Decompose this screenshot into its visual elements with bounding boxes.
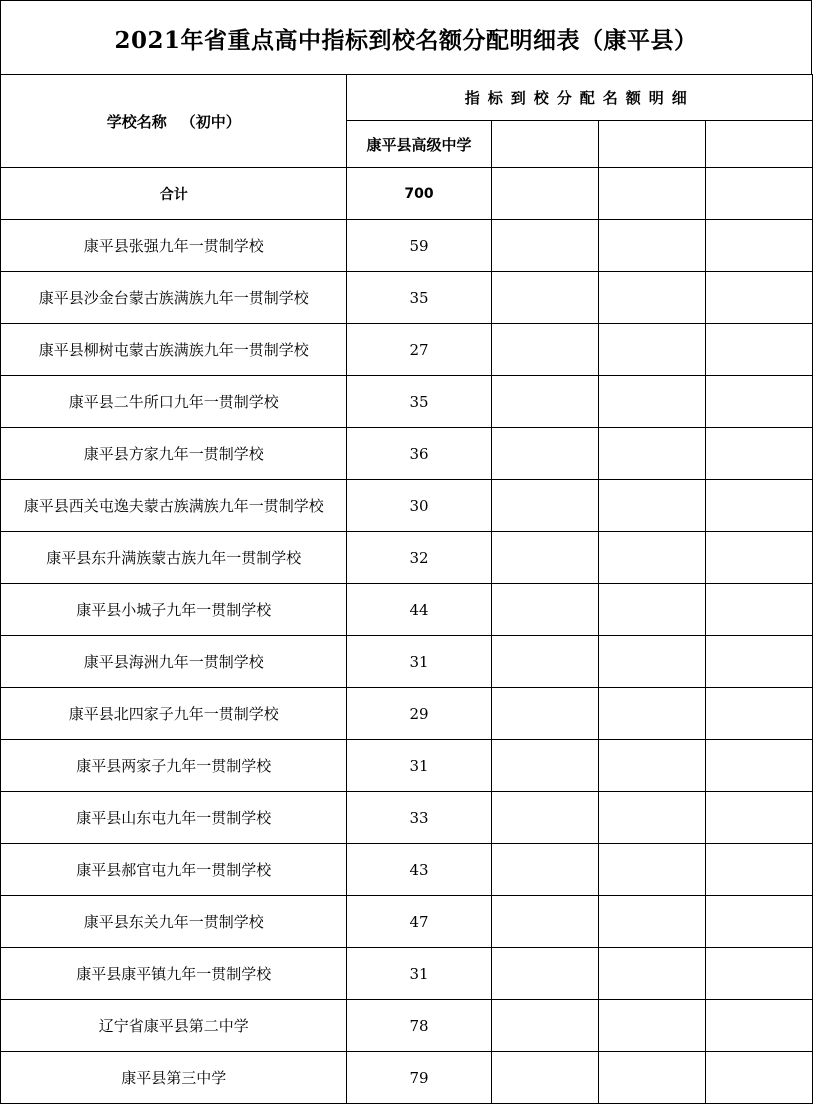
empty-cell — [705, 636, 812, 688]
empty-cell — [705, 376, 812, 428]
quota-value-cell: 31 — [347, 948, 491, 1000]
empty-cell — [491, 636, 598, 688]
quota-value-cell: 47 — [347, 896, 491, 948]
total-row — [1, 168, 813, 220]
table-row — [1, 844, 813, 896]
empty-cell — [598, 792, 705, 844]
quota-value-cell: 29 — [347, 688, 491, 740]
header-row-1 — [1, 75, 813, 121]
empty-cell — [705, 844, 812, 896]
empty-cell — [491, 896, 598, 948]
empty-cell — [598, 688, 705, 740]
empty-cell — [705, 428, 812, 480]
quota-value-cell: 44 — [347, 584, 491, 636]
empty-cell — [705, 1052, 812, 1104]
empty-cell — [491, 584, 598, 636]
empty-cell — [598, 1052, 705, 1104]
empty-cell — [705, 480, 812, 532]
school-name-cell: 康平县柳树屯蒙古族满族九年一贯制学校 — [1, 324, 347, 376]
empty-cell — [598, 532, 705, 584]
empty-cell — [491, 168, 598, 220]
empty-cell — [491, 1052, 598, 1104]
table-row — [1, 740, 813, 792]
table-row — [1, 792, 813, 844]
empty-cell — [491, 220, 598, 272]
school-name-cell: 辽宁省康平县第二中学 — [1, 1000, 347, 1052]
table-row — [1, 1052, 813, 1104]
empty-cell — [705, 272, 812, 324]
table-row — [1, 896, 813, 948]
empty-cell — [705, 168, 812, 220]
quota-value-cell: 35 — [347, 376, 491, 428]
table-row — [1, 584, 813, 636]
empty-cell — [705, 220, 812, 272]
empty-cell — [491, 272, 598, 324]
empty-cell — [598, 740, 705, 792]
school-name-cell: 康平县第三中学 — [1, 1052, 347, 1104]
quota-value-cell: 32 — [347, 532, 491, 584]
school-name-cell: 康平县东升满族蒙古族九年一贯制学校 — [1, 532, 347, 584]
school-name-label: 学校名称 — [106, 112, 167, 131]
empty-cell — [491, 688, 598, 740]
empty-cell — [491, 792, 598, 844]
table-row — [1, 1000, 813, 1052]
empty-cell — [491, 428, 598, 480]
empty-cell — [598, 948, 705, 1000]
empty-cell — [705, 688, 812, 740]
empty-cell — [598, 324, 705, 376]
table-row — [1, 428, 813, 480]
empty-cell — [705, 324, 812, 376]
table-row — [1, 272, 813, 324]
empty-cell — [491, 948, 598, 1000]
school-name-cell: 康平县小城子九年一贯制学校 — [1, 584, 347, 636]
empty-cell — [491, 324, 598, 376]
school-name-header — [1, 75, 347, 168]
quota-value-cell: 36 — [347, 428, 491, 480]
quota-value-cell: 79 — [347, 1052, 491, 1104]
empty-cell — [705, 792, 812, 844]
empty-cell — [598, 844, 705, 896]
quota-value-cell: 59 — [347, 220, 491, 272]
school-name-cell: 康平县二牛所口九年一贯制学校 — [1, 376, 347, 428]
quota-value-cell: 30 — [347, 480, 491, 532]
empty-cell — [491, 844, 598, 896]
table-row — [1, 324, 813, 376]
school-name-cell: 康平县康平镇九年一贯制学校 — [1, 948, 347, 1000]
school-name-cell: 康平县北四家子九年一贯制学校 — [1, 688, 347, 740]
table-row — [1, 532, 813, 584]
school-name-cell: 康平县沙金台蒙古族满族九年一贯制学校 — [1, 272, 347, 324]
empty-cell — [598, 584, 705, 636]
table-row — [1, 480, 813, 532]
empty-cell — [598, 428, 705, 480]
allocation-detail-header: 指标到校分配名额明细 — [347, 75, 813, 121]
empty-cell — [598, 272, 705, 324]
empty-cell — [705, 1000, 812, 1052]
table-row — [1, 948, 813, 1000]
empty-cell — [598, 896, 705, 948]
empty-cell — [598, 1000, 705, 1052]
school-name-cell: 康平县山东屯九年一贯制学校 — [1, 792, 347, 844]
school-name-cell: 康平县张强九年一贯制学校 — [1, 220, 347, 272]
quota-value-cell: 31 — [347, 636, 491, 688]
gaoji-header: 康平县高级中学 — [347, 121, 491, 168]
table-row — [1, 376, 813, 428]
empty-header-cell — [705, 121, 812, 168]
quota-value-cell: 78 — [347, 1000, 491, 1052]
empty-cell — [598, 480, 705, 532]
table-row — [1, 636, 813, 688]
empty-cell — [598, 376, 705, 428]
empty-cell — [598, 168, 705, 220]
school-name-cell: 康平县两家子九年一贯制学校 — [1, 740, 347, 792]
total-value: 700 — [347, 168, 491, 220]
quota-value-cell: 31 — [347, 740, 491, 792]
empty-cell — [598, 220, 705, 272]
table-row — [1, 688, 813, 740]
empty-cell — [705, 948, 812, 1000]
empty-cell — [705, 740, 812, 792]
empty-cell — [705, 584, 812, 636]
table-title: 2021年省重点高中指标到校名额分配明细表（康平县） — [0, 0, 812, 75]
empty-cell — [491, 480, 598, 532]
table-row — [1, 220, 813, 272]
empty-cell — [491, 740, 598, 792]
quota-value-cell: 33 — [347, 792, 491, 844]
school-name-cell: 康平县方家九年一贯制学校 — [1, 428, 347, 480]
quota-value-cell: 43 — [347, 844, 491, 896]
empty-cell — [705, 896, 812, 948]
empty-header-cell — [598, 121, 705, 168]
school-name-cell: 康平县郝官屯九年一贯制学校 — [1, 844, 347, 896]
school-name-cell: 康平县西关屯逸夫蒙古族满族九年一贯制学校 — [1, 480, 347, 532]
empty-cell — [491, 532, 598, 584]
empty-header-cell — [491, 121, 598, 168]
school-name-sub: （初中） — [180, 112, 241, 131]
quota-value-cell: 27 — [347, 324, 491, 376]
school-name-cell: 康平县东关九年一贯制学校 — [1, 896, 347, 948]
empty-cell — [705, 532, 812, 584]
school-name-cell: 康平县海洲九年一贯制学校 — [1, 636, 347, 688]
allocation-table — [0, 74, 813, 1104]
quota-value-cell: 35 — [347, 272, 491, 324]
empty-cell — [491, 376, 598, 428]
empty-cell — [491, 1000, 598, 1052]
total-label: 合计 — [1, 168, 347, 220]
empty-cell — [598, 636, 705, 688]
